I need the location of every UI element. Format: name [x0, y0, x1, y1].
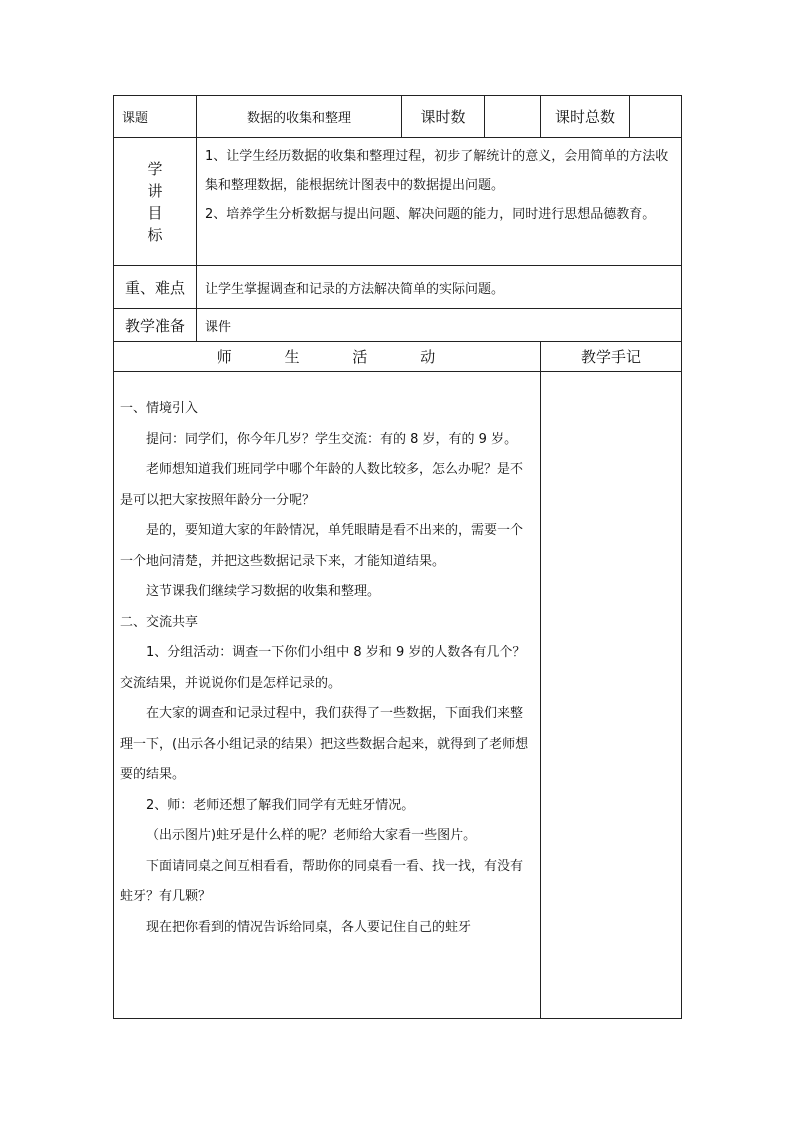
activity-header-row — [114, 342, 682, 372]
focus-label: 重、难点 — [114, 266, 197, 309]
lesson-plan-table — [113, 95, 682, 1019]
notes-header: 教学手记 — [541, 342, 682, 372]
hours-value — [485, 96, 541, 138]
prep-value: 课件 — [197, 309, 682, 342]
body-paragraph: 二、交流共享 — [120, 614, 199, 630]
goal-item: 2、培养学生分析数据与提出问题、解决问题的能力，同时进行思想品德教育。 — [205, 207, 656, 222]
total-hours-label: 课时总数 — [541, 96, 630, 138]
goals-label-char: 学 — [147, 159, 163, 178]
goals-label-char: 标 — [147, 225, 163, 244]
goals-content — [197, 138, 682, 266]
body-paragraph: （出示图片)蛀牙是什么样的呢？老师给大家看一些图片。 — [146, 828, 477, 843]
goals-label-cell — [114, 138, 197, 266]
body-paragraph: 一、情境引入 — [120, 401, 199, 416]
focus-value: 让学生掌握调查和记录的方法解决简单的实际问题。 — [197, 266, 682, 309]
topic-value: 数据的收集和整理 — [197, 96, 402, 138]
body-paragraph: 1、分组活动：调查一下你们小组中 8 岁和 9 岁的人数各有几个？交流结果，并说说你们是怎样记录的。 — [120, 645, 526, 691]
body-paragraph: 这节课我们继续学习数据的收集和整理。 — [146, 584, 381, 599]
topic-label: 课题 — [114, 96, 197, 138]
activity-header-char: 师 — [216, 348, 234, 366]
goals-label — [114, 158, 196, 246]
activity-header — [114, 342, 541, 372]
activity-header-char: 活 — [352, 348, 370, 366]
prep-label: 教学准备 — [114, 309, 197, 342]
body-paragraph: 是的，要知道大家的年龄情况，单凭眼睛是看不出来的，需要一个一个地问清楚，并把这些数据记录下来，才能知道结果。 — [120, 523, 524, 569]
body-paragraph: 下面请同桌之间互相看看，帮助你的同桌看一看、找一找，有没有蛀牙？有几颗？ — [120, 858, 524, 904]
activity-header-char: 生 — [284, 348, 302, 366]
topic-row — [114, 96, 682, 138]
body-paragraph: 老师想知道我们班同学中哪个年龄的人数比较多，怎么办呢？是不是可以把大家按照年龄分一分呢？ — [120, 462, 524, 508]
focus-row — [114, 266, 682, 309]
activity-body — [114, 372, 540, 943]
prep-row — [114, 309, 682, 342]
body-paragraph: 提问：同学们，你今年几岁？学生交流：有的 8 岁，有的 9 岁。 — [146, 431, 518, 447]
activity-body-cell — [114, 372, 541, 1019]
body-paragraph: 2、师：老师还想了解我们同学有无蛀牙情况。 — [146, 797, 415, 813]
goal-item: 1、让学生经历数据的收集和整理过程，初步了解统计的意义，会用简单的方法收集和整理数据，能根据统计图表中的数据提出问题。 — [205, 149, 669, 193]
notes-body-cell — [541, 372, 682, 1019]
total-hours-value — [630, 96, 682, 138]
goals-label-char: 目 — [147, 203, 163, 222]
goals-label-char: 讲 — [147, 181, 163, 200]
body-paragraph: 现在把你看到的情况告诉给同桌，各人要记住自己的蛀牙 — [146, 919, 472, 935]
goals-row — [114, 138, 682, 266]
activity-body-row — [114, 372, 682, 1019]
body-paragraph: 在大家的调查和记录过程中，我们获得了一些数据，下面我们来整理一下，(出示各小组记录的结果）把这些数据合起来，就得到了老师想要的结果。 — [120, 706, 529, 782]
activity-header-char: 动 — [420, 348, 438, 366]
hours-label: 课时数 — [402, 96, 485, 138]
